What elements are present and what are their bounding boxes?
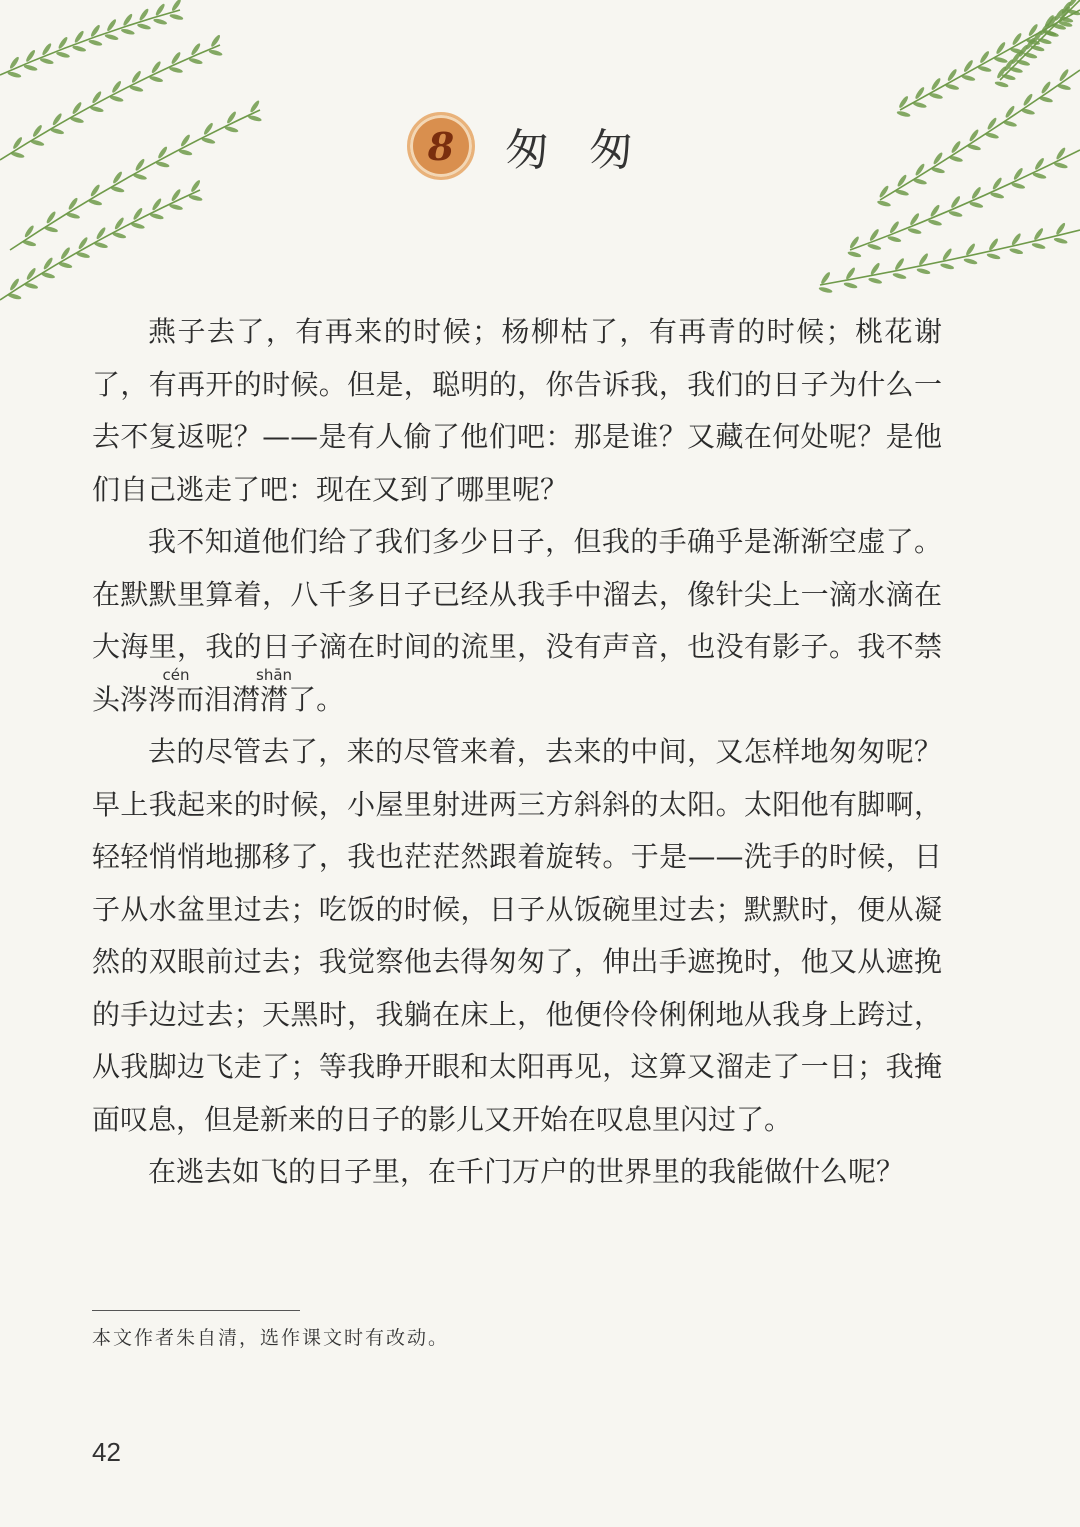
footnote: 本文作者朱自清，选作课文时有改动。	[92, 1327, 450, 1349]
word-shanshan: 泪潸潸	[204, 682, 289, 716]
paragraph-2-text: 我不知道他们给了我们多少日子，但我的手确乎是渐渐空虚了。在默默里算着，八千多日子已经从我手中溜去，像针尖上一滴水滴在大海里，我的日子滴在时间的流里，没有声音，也没有影子。我不禁头	[92, 525, 942, 716]
willow-leaf	[990, 192, 1005, 200]
willow-leaf	[9, 277, 21, 291]
lesson-title: 匆匆	[505, 125, 673, 176]
willow-leaf	[1030, 44, 1045, 52]
willow-leaf	[67, 197, 79, 211]
willow-leaf	[1011, 32, 1023, 46]
willow-leaf	[60, 246, 72, 260]
willow-leaf	[131, 70, 143, 84]
willow-leaf	[1009, 247, 1024, 255]
willow-leaf	[104, 33, 119, 41]
willow-leaf	[137, 23, 152, 31]
lesson-body	[92, 306, 942, 1199]
page-number: 42	[92, 1437, 121, 1467]
willow-leaf	[994, 80, 1009, 88]
willow-leaf	[1040, 81, 1052, 95]
lesson-number-badge	[407, 112, 475, 180]
willow-leaf	[95, 226, 107, 240]
footnote-divider	[92, 1310, 300, 1311]
willow-leaf	[868, 277, 883, 285]
willow-leaf	[995, 41, 1007, 55]
willow-leaf	[1001, 73, 1016, 81]
pinyin-cen: cén	[162, 665, 190, 684]
willow-leaf	[1016, 59, 1031, 67]
willow-leaf	[928, 219, 943, 227]
willow-leaf	[25, 267, 37, 281]
willow-leaf	[898, 95, 910, 109]
willow-leaf	[7, 71, 22, 79]
willow-leaf	[1053, 237, 1068, 245]
paragraph-3: 去的尽管去了，来的尽管来着，去来的中间，又怎样地匆匆呢？早上我起来的时候，小屋里射进两三方斜斜的太阳。太阳他有脚啊，轻轻悄悄地挪移了，我也茫茫然跟着旋转。于是——洗手的时候，日子从水盆里过去；吃饭的时候，日子从饭碗里过去；默默时，便从凝然的双眼前过去；我觉察他去得匆匆了，伸出手遮挽时，他又从遮挽的手边过去；天黑时，我躺在床上，他便伶伶俐俐地从我身上跨过，从我脚边飞走了；等我睁开眼和太阳再见，这算又溜走了一日；我掩面叹息，但是新来的日子的影儿又开始在叹息里闪过了。	[92, 735, 942, 1136]
pinyin-shan: shān	[256, 665, 293, 684]
willow-leaf	[843, 282, 858, 290]
willow-leaf	[111, 80, 123, 94]
willow-leaf	[132, 207, 144, 221]
willow-leaf	[77, 236, 89, 250]
willow-leaf	[930, 77, 942, 91]
annotated-word-shanshan	[204, 665, 293, 716]
willow-leaf	[907, 227, 922, 235]
willow-leaf	[914, 86, 926, 100]
willow-leaf	[892, 272, 907, 280]
willow-leaf	[878, 185, 890, 199]
willow-leaf	[91, 90, 103, 104]
willow-leaf	[877, 200, 892, 208]
paragraph-4: 在逃去如飞的日子里，在千门万户的世界里的我能做什么呢？	[148, 1155, 905, 1188]
lesson-header	[0, 112, 1080, 180]
willow-leaf	[23, 64, 38, 72]
paragraph-1: 燕子去了，有再来的时候；杨柳枯了，有再青的时候；桃花谢了，有再开的时候。但是，聪明的，你告诉我，我们的日子为什么一去不复返呢？——是有人偷了他们吧：那是谁？又藏在何处呢？是他们自己逃走了吧：现在又到了哪里呢？	[92, 315, 942, 506]
willow-leaf	[867, 243, 882, 251]
willow-leaf	[188, 57, 203, 65]
willow-leaf	[887, 235, 902, 243]
willow-leaf	[169, 66, 184, 74]
willow-leaf	[89, 183, 101, 197]
willow-leaf	[188, 194, 203, 202]
willow-leaf	[169, 13, 184, 21]
willow-leaf	[72, 45, 87, 53]
willow-leaf	[969, 201, 984, 209]
willow-leaf	[1023, 52, 1038, 60]
willow-leaf	[1058, 68, 1070, 82]
willow-leaf	[986, 252, 1001, 260]
willow-leaf	[948, 210, 963, 218]
willow-leaf	[818, 286, 833, 294]
willow-leaf	[940, 262, 955, 270]
lesson-number: 8	[427, 123, 455, 169]
willow-leaf	[847, 250, 862, 258]
willow-leaf	[56, 51, 71, 59]
willow-leaf	[208, 49, 223, 57]
willow-leaf	[963, 59, 975, 73]
willow-leaf	[45, 210, 57, 224]
paragraph-2-ending: 了。	[288, 682, 345, 716]
willow-leaf	[88, 39, 103, 47]
willow-leaf	[39, 57, 54, 65]
willow-leaf	[23, 224, 35, 238]
connector-text: 而	[176, 682, 205, 716]
willow-leaf	[979, 50, 991, 64]
willow-leaf	[1009, 66, 1024, 74]
annotated-word-cencen	[120, 665, 190, 716]
willow-leaf	[916, 267, 931, 275]
willow-leaf	[963, 257, 978, 265]
willow-leaf	[1031, 242, 1046, 250]
willow-leaf	[946, 68, 958, 82]
willow-leaf	[42, 256, 54, 270]
paragraph-2	[92, 516, 942, 726]
willow-leaf	[1022, 93, 1034, 107]
word-cencen: 涔涔	[120, 682, 177, 716]
willow-leaf	[120, 28, 135, 36]
willow-leaf	[153, 18, 168, 26]
willow-branch	[820, 230, 1080, 285]
willow-leaf	[113, 216, 125, 230]
